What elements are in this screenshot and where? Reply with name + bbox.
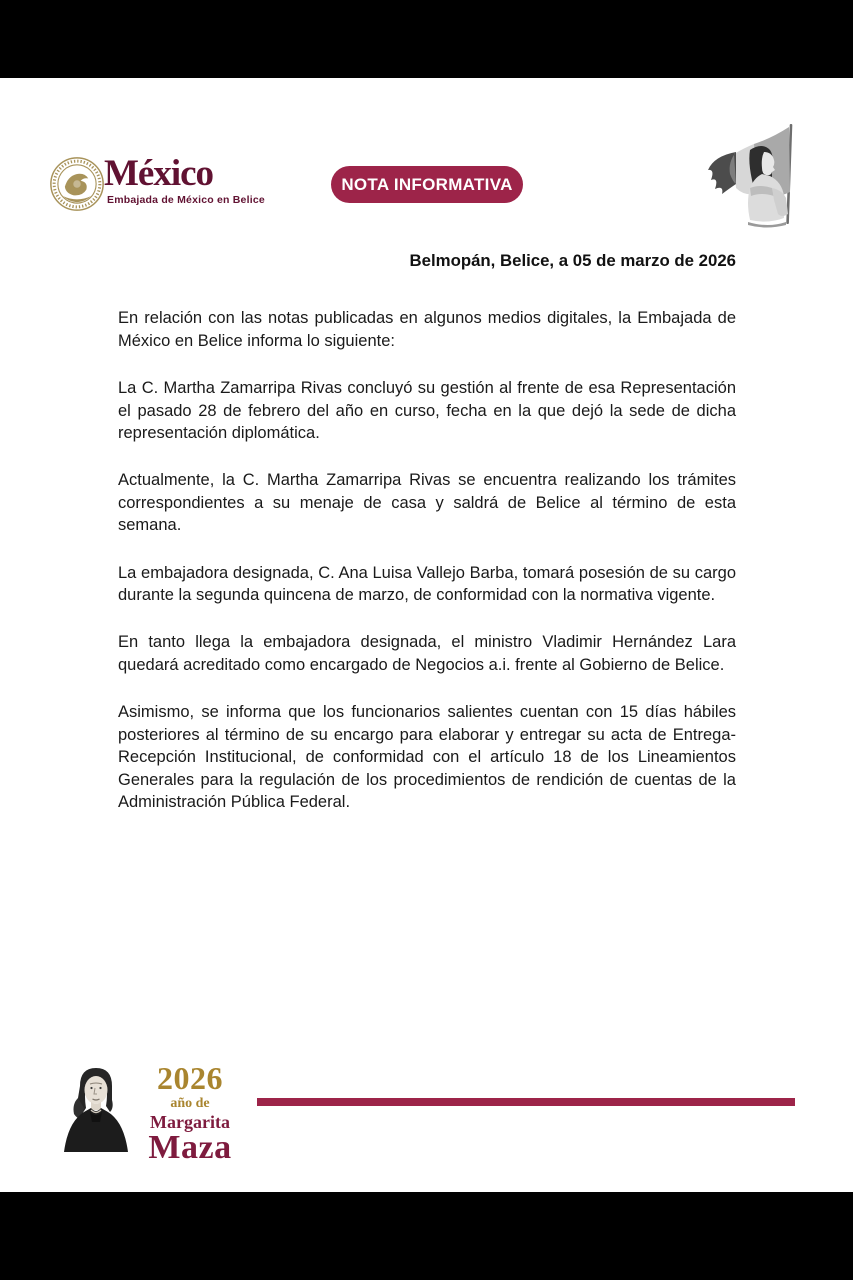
paragraph-1: En relación con las notas publicadas en algunos medios digitales, la Embajada de México en Belice informa lo siguiente: xyxy=(118,309,736,350)
year-logo-line2: año de xyxy=(170,1096,210,1111)
dateline: Belmopán, Belice, a 05 de marzo de 2026 xyxy=(409,251,736,270)
embassy-subtitle: Embajada de México en Belice xyxy=(107,194,265,206)
letter-body xyxy=(118,250,736,813)
paragraph-3: Actualmente, la C. Martha Zamarripa Rivas se encuentra realizando los trámites correspondientes a su menaje de casa y saldrá de Belice al término de esta semana. xyxy=(118,471,736,535)
mexico-wordmark: México xyxy=(104,153,214,194)
woman-with-flag-illustration xyxy=(698,122,814,232)
year-logo-year: 2026 xyxy=(157,1060,223,1096)
paragraph-5: En tanto llega la embajadora designada, el ministro Vladimir Hernández Lara quedará acreditado como encargado de Negocios a.i. frente al Gobierno de Belice. xyxy=(118,633,736,674)
nota-informativa-label: NOTA INFORMATIVA xyxy=(341,174,513,194)
paragraph-2: La C. Martha Zamarripa Rivas concluyó su gestión al frente de esa Representación el pasado 28 de febrero del año en curso, fecha en la que dejó la sede de dicha representación diplomática. xyxy=(118,379,736,443)
paragraph-6: Asimismo, se informa que los funcionarios salientes cuentan con 15 días hábiles posteriores al término de su encargo para elaborar y entregar su acta de Entrega-Recepción Institucional, de conformidad con el artículo 18 de los Lineamientos Generales para la regulación de los procedimientos de rendición de cuentas de la Administración Pública Federal. xyxy=(118,703,736,811)
footer-divider-bar xyxy=(257,1098,795,1106)
mexico-eagle-seal-icon xyxy=(49,153,105,215)
year-logo-line4: Maza xyxy=(148,1129,232,1166)
document-page xyxy=(0,78,853,1192)
year-logo xyxy=(140,1062,240,1165)
margarita-maza-portrait xyxy=(60,1060,130,1152)
nota-informativa-badge xyxy=(331,166,523,203)
paragraph-4: La embajadora designada, C. Ana Luisa Vallejo Barba, tomará posesión de su cargo durante la segunda quincena de marzo, de conformidad con la normativa vigente. xyxy=(118,563,736,605)
year-logo-line3: Margarita xyxy=(150,1112,230,1132)
